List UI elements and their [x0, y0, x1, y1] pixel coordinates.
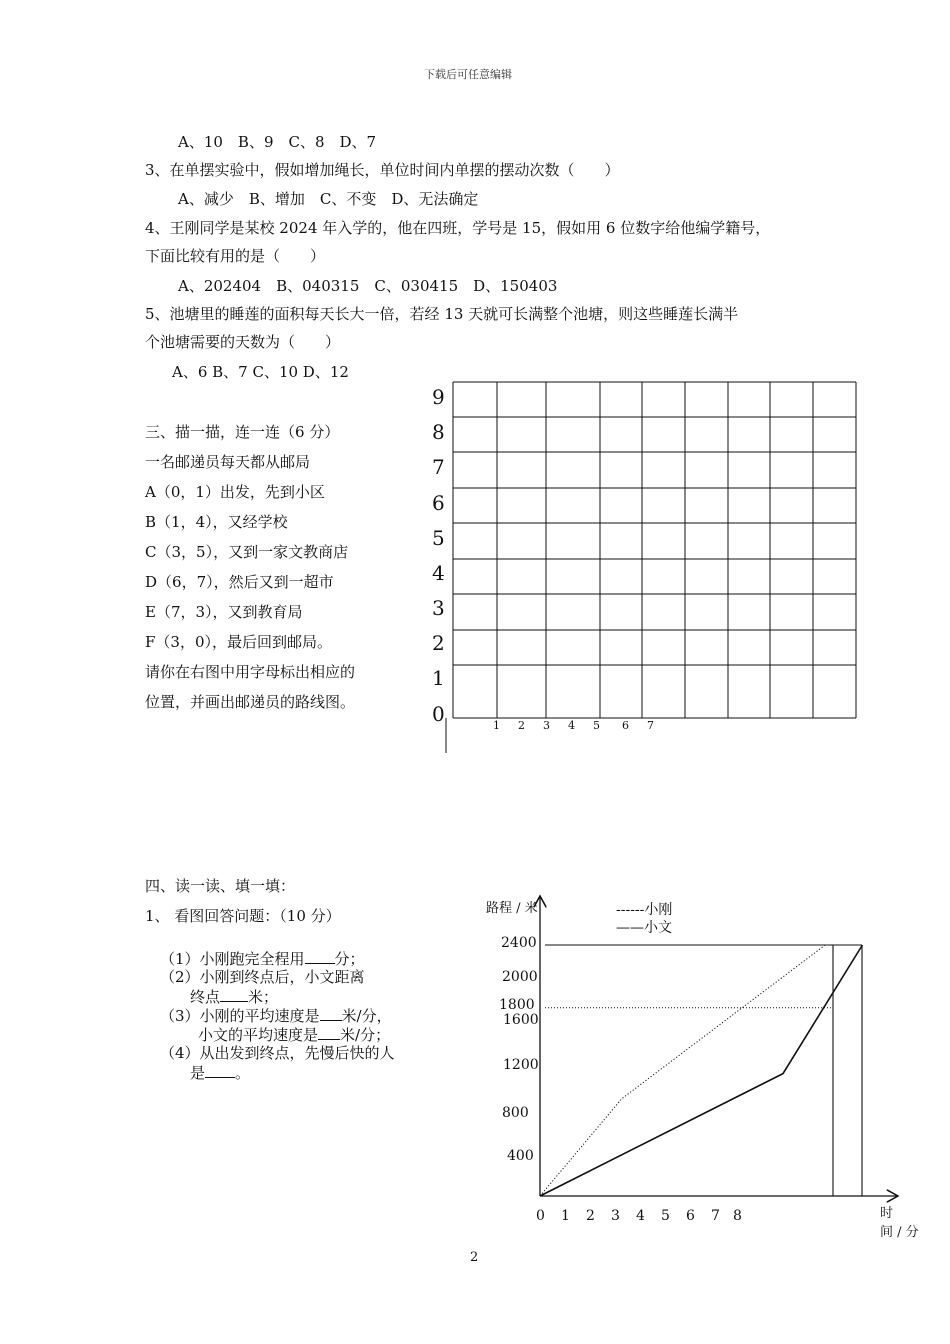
y-tick-label: 2000 — [502, 969, 538, 985]
q5-stem-line1: 5、池塘里的睡莲的面积每天长大一倍，若经 13 天就可长满整个池塘，则这些睡莲长满半 — [145, 305, 739, 323]
q4-options: A、202404 B、040315 C、030415 D、150403 — [178, 277, 558, 295]
section4-q1-title: 1、 看图回答问题：（10 分） — [145, 907, 341, 925]
sub-question-4: （4）从出发到终点，先慢后快的人 — [160, 1044, 395, 1062]
grid-y-label: 4 — [432, 561, 445, 585]
grid-x-label: 4 — [568, 719, 575, 732]
series-小文 — [540, 945, 862, 1196]
x-axis-title: 间 / 分 — [880, 1225, 919, 1240]
page-header: 下载后可任意编辑 — [424, 68, 512, 81]
page-number: 2 — [470, 1250, 479, 1265]
x-tick-label: 1 — [561, 1208, 570, 1224]
grid-y-label: 2 — [432, 631, 445, 655]
grid-y-label: 8 — [432, 420, 445, 444]
distance-time-chart — [470, 890, 940, 1250]
coordinate-grid — [420, 375, 870, 760]
y-tick-label: 1600 — [503, 1012, 539, 1028]
section4-title: 四、读一读、填一填： — [145, 877, 296, 895]
section3-line-4: D（6，7），然后又到一超市 — [145, 573, 334, 591]
grid-x-label: 7 — [647, 719, 654, 732]
y-tick-label: 2400 — [501, 935, 537, 951]
answer-blank-2[interactable] — [220, 986, 248, 1002]
sub-question-3: （3）小刚的平均速度是 米/分， — [160, 1007, 392, 1025]
x-tick-label: 8 — [733, 1208, 742, 1224]
sub-question-2-cont: 终点 米； — [190, 988, 279, 1006]
x-tick-label: 4 — [636, 1208, 645, 1224]
q4-stem-line1: 4、王刚同学是某校 2024 年入学的，他在四班，学号是 15，假如用 6 位数字给他编学籍号， — [145, 219, 771, 237]
sub-question-1: （1）小刚跑完全程用 分； — [160, 950, 365, 968]
section3-line-1: A（0，1）出发，先到小区 — [145, 483, 325, 501]
sub-question-4-cont: 是 。 — [190, 1064, 251, 1082]
y-tick-label: 1200 — [503, 1057, 539, 1073]
section3-line-3: C（3，5），又到一家文教商店 — [145, 543, 349, 561]
sub-question-2: （2）小刚到终点后，小文距离 — [160, 968, 365, 986]
grid-y-label: 6 — [432, 491, 445, 515]
q4-stem-line2: 下面比较有用的是（ ） — [145, 247, 326, 265]
y-tick-label: 800 — [502, 1105, 529, 1121]
section3-line-2: B（1，4），又经学校 — [145, 513, 288, 531]
x-axis-title: 时 — [880, 1206, 894, 1221]
grid-x-label: 1 — [493, 719, 500, 732]
q2-options: A、10 B、9 C、8 D、7 — [178, 133, 377, 151]
section3-line-8: 位置，并画出邮递员的路线图。 — [145, 693, 356, 711]
grid-x-label: 2 — [518, 719, 525, 732]
section3-line-0: 一名邮递员每天都从邮局 — [145, 453, 311, 471]
legend-xiaowen: ——小文 — [616, 920, 672, 936]
grid-y-label: 5 — [432, 526, 445, 550]
answer-blank-3[interactable] — [320, 1005, 342, 1021]
grid-x-label: 3 — [543, 719, 550, 732]
q3-stem: 3、在单摆实验中，假如增加绳长，单位时间内单摆的摆动次数（ ） — [145, 161, 620, 179]
series-小刚 — [540, 945, 825, 1196]
x-tick-label: 5 — [661, 1208, 670, 1224]
section3-title: 三、描一描，连一连（6 分） — [145, 423, 340, 441]
grid-y-label: 1 — [432, 666, 445, 690]
q3-options: A、减少 B、增加 C、不变 D、无法确定 — [178, 190, 479, 208]
section3-line-7: 请你在右图中用字母标出相应的 — [145, 663, 356, 681]
x-tick-label: 7 — [711, 1208, 720, 1224]
legend-xiaogang: ------小刚 — [616, 902, 673, 918]
x-tick-label: 6 — [686, 1208, 695, 1224]
answer-blank-1[interactable] — [305, 948, 335, 964]
x-tick-label: 3 — [611, 1208, 620, 1224]
grid-y-label: 0 — [432, 702, 445, 726]
sub-question-3-cont: 小文的平均速度是 米/分； — [198, 1026, 391, 1044]
grid-x-label: 5 — [593, 719, 600, 732]
grid-y-label: 7 — [432, 455, 445, 479]
section3-line-5: E（7，3），又到教育局 — [145, 603, 303, 621]
y-tick-label: 1800 — [499, 997, 535, 1013]
section3-line-6: F（3，0），最后回到邮局。 — [145, 633, 332, 651]
grid-y-label: 3 — [432, 596, 445, 620]
answer-blank-5[interactable] — [205, 1062, 235, 1078]
q5-stem-line2: 个池塘需要的天数为（ ） — [145, 333, 341, 351]
x-tick-label: 2 — [586, 1208, 595, 1224]
grid-y-label: 9 — [432, 385, 445, 409]
x-tick-label: 0 — [536, 1208, 545, 1224]
y-axis-title: 路程 / 米 — [486, 901, 538, 916]
grid-x-label: 6 — [622, 719, 629, 732]
y-tick-label: 400 — [507, 1148, 534, 1164]
q5-options: A、6 B、7 C、10 D、12 — [172, 363, 349, 381]
answer-blank-4[interactable] — [318, 1024, 340, 1040]
